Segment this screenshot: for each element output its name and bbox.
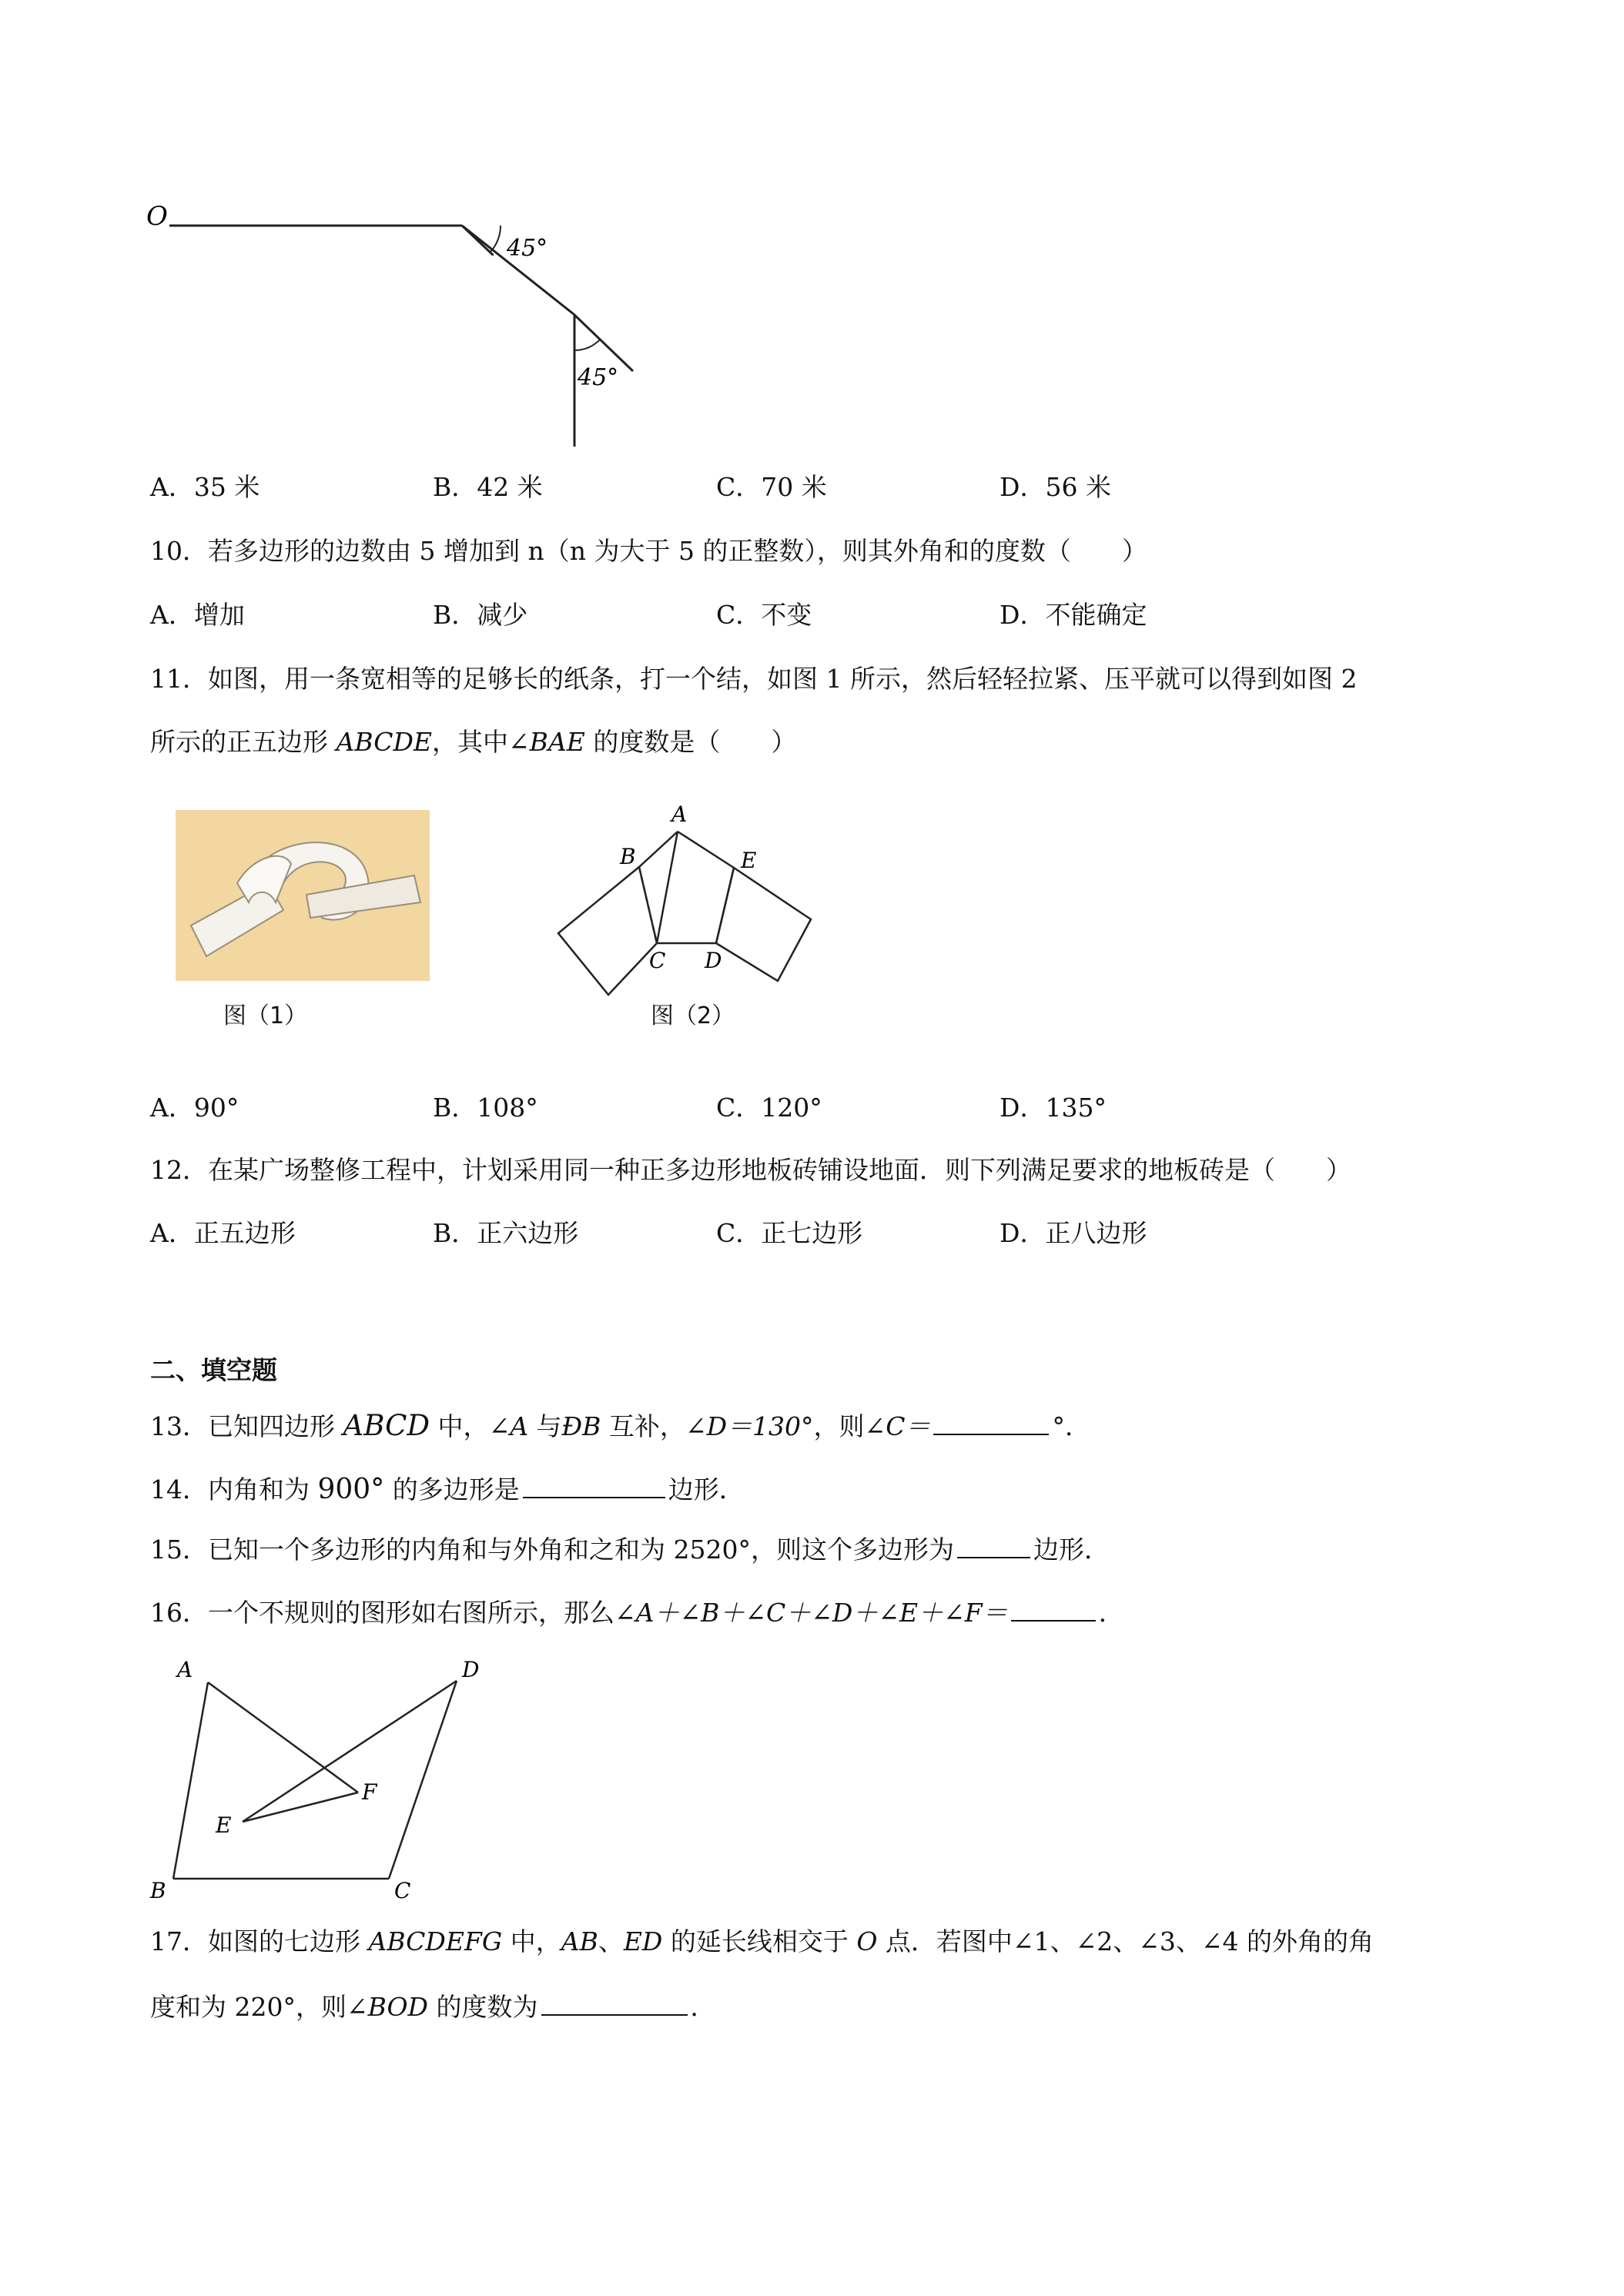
q15-stem <box>150 1531 1110 1567</box>
edge-af <box>208 1682 358 1792</box>
q11-figure-1-caption: 图（1） <box>223 1002 308 1029</box>
label-d: D <box>462 1657 480 1682</box>
q10-option-a: A．增加 <box>150 600 245 630</box>
q17-text: 中， <box>502 1926 561 1956</box>
q11-stem-line1: 11．如图，用一条宽相等的足够长的纸条，打一个结，如图 1 所示，然后轻轻拉紧、压平就可以得到如图 2 <box>150 664 1358 694</box>
q17-stem-line1 <box>150 1925 1374 1959</box>
q17-segment-ab: AB <box>561 1926 598 1956</box>
q11-pentagon-name: ABCDE <box>336 727 432 757</box>
q13-text: 与 <box>528 1411 562 1441</box>
q15-text: 边形． <box>1033 1535 1110 1565</box>
q17-point-o: O <box>856 1926 878 1956</box>
q10-option-c: C．不变 <box>716 600 812 630</box>
q13-answer-blank[interactable] <box>933 1407 1049 1435</box>
q17-polygon-name: ABCDEFG <box>368 1926 503 1956</box>
q16-answer-blank[interactable] <box>1011 1594 1096 1622</box>
q17-text: 的延长线相交于 <box>662 1926 857 1956</box>
q17-text: 点．若图中∠1、∠2、∠3、∠4 的外角的角 <box>877 1926 1375 1956</box>
q14-text: 14．内角和为 <box>150 1474 318 1504</box>
edge-ef <box>243 1792 358 1822</box>
q12-option-d: D．正八边形 <box>1000 1218 1147 1248</box>
label-a: A <box>177 1657 193 1682</box>
q11-option-b: B．108° <box>433 1093 538 1123</box>
edge-ab <box>173 1682 208 1879</box>
angle-label-1: 45° <box>507 235 548 262</box>
section-title: 二、填空题 <box>150 1355 277 1385</box>
q11-option-c: C．120° <box>716 1093 822 1123</box>
q17-segment-ed: ED <box>623 1926 663 1956</box>
q12-stem: 12．在某广场整修工程中，计划采用同一种正多边形地板砖铺设地面．则下列满足要求的地板砖是（ ） <box>150 1155 1351 1185</box>
q9-option-a: A．35 米 <box>150 472 260 502</box>
label-a: A <box>671 802 688 827</box>
label-c: C <box>394 1878 411 1903</box>
q13-text: 互补， <box>601 1411 685 1441</box>
q9-option-b: B．42 米 <box>433 472 543 502</box>
q13-text: ，则 <box>813 1411 865 1441</box>
q17-text: 度和为 220°，则∠ <box>150 1992 368 2022</box>
q15-answer-blank[interactable] <box>957 1531 1030 1558</box>
label-o: O <box>146 201 168 232</box>
label-e: E <box>216 1812 232 1838</box>
edge-de <box>243 1681 457 1822</box>
q14-text: 的多边形是 <box>384 1474 520 1504</box>
q16-angle-expression: ∠A＋∠B＋∠C＋∠D＋∠E＋∠F＝ <box>614 1598 1008 1628</box>
q13-stem <box>150 1407 1090 1444</box>
q15-text: 15．已知一个多边形的内角和与外角和之和为 2520°，则这个多边形为 <box>150 1535 954 1565</box>
q11-text: ，其中∠ <box>432 727 530 757</box>
q16-text: 16．一个不规则的图形如右图所示，那么 <box>150 1598 614 1628</box>
q13-text: 13．已知四边形 <box>150 1411 343 1441</box>
q11-angle-name: BAE <box>529 727 585 757</box>
q14-text: 边形． <box>668 1474 745 1504</box>
q14-stem <box>150 1471 745 1507</box>
q11-option-d: D．135° <box>1000 1093 1107 1123</box>
label-d: D <box>705 948 722 973</box>
q16-figure <box>139 1648 524 1902</box>
q13-text: °． <box>1052 1411 1090 1441</box>
q12-option-c: C．正七边形 <box>716 1218 863 1248</box>
q17-text: ． <box>690 1992 716 2022</box>
q10-option-d: D．不能确定 <box>1000 600 1147 630</box>
label-f: F <box>362 1779 377 1805</box>
edge-cd <box>389 1681 457 1879</box>
q14-answer-blank[interactable] <box>523 1471 665 1498</box>
q11-figure-2 <box>551 802 828 1002</box>
q9-figure <box>139 192 678 447</box>
q13-angle-a: ∠A <box>488 1411 529 1441</box>
q12-option-b: B．正六边形 <box>433 1218 579 1248</box>
q10-stem: 10．若多边形的边数由 5 增加到 n（n 为大于 5 的正整数），则其外角和的度数（ ） <box>150 536 1147 566</box>
label-c: C <box>649 948 666 973</box>
strip-right <box>716 868 811 981</box>
q11-stem-line2 <box>150 725 796 759</box>
q9-option-d: D．56 米 <box>1000 472 1111 502</box>
angle-arc-2 <box>574 339 601 350</box>
angle-label-2: 45° <box>578 364 619 391</box>
q11-figure-1 <box>176 810 437 995</box>
q9-option-c: C．70 米 <box>716 472 827 502</box>
q11-figure-2-caption: 图（2） <box>651 1002 735 1029</box>
q10-option-b: B．减少 <box>433 600 528 630</box>
q11-text: 所示的正五边形 <box>150 727 337 757</box>
q17-answer-blank[interactable] <box>541 1988 688 2016</box>
q13-angle-c: ∠C＝ <box>864 1411 931 1441</box>
q17-angle-bod: BOD <box>367 1992 429 2022</box>
label-b: B <box>620 844 636 869</box>
q16-stem <box>150 1594 1124 1630</box>
q13-quad-name: ABCD <box>343 1409 430 1442</box>
q17-text: 、 <box>598 1926 624 1956</box>
q14-angle-sum: 900° <box>317 1474 385 1505</box>
q17-stem-line2 <box>150 1988 716 2024</box>
q13-angle-b: ÐB <box>561 1411 601 1441</box>
q11-option-a: A．90° <box>150 1093 239 1123</box>
q13-angle-d: ∠D＝130° <box>685 1411 814 1441</box>
q17-text: 17．如图的七边形 <box>150 1926 369 1956</box>
label-b: B <box>150 1878 166 1903</box>
q16-text: ． <box>1098 1598 1124 1628</box>
q17-text: 的度数为 <box>428 1992 538 2022</box>
strip-left <box>558 867 657 995</box>
q11-text: 的度数是（ ） <box>584 727 797 757</box>
diagonal-segment-lower <box>574 314 633 371</box>
label-e: E <box>741 848 757 873</box>
pentagon-edge-ae <box>678 832 734 868</box>
q12-option-a: A．正五边形 <box>150 1218 296 1248</box>
q13-text: 中， <box>430 1411 489 1441</box>
